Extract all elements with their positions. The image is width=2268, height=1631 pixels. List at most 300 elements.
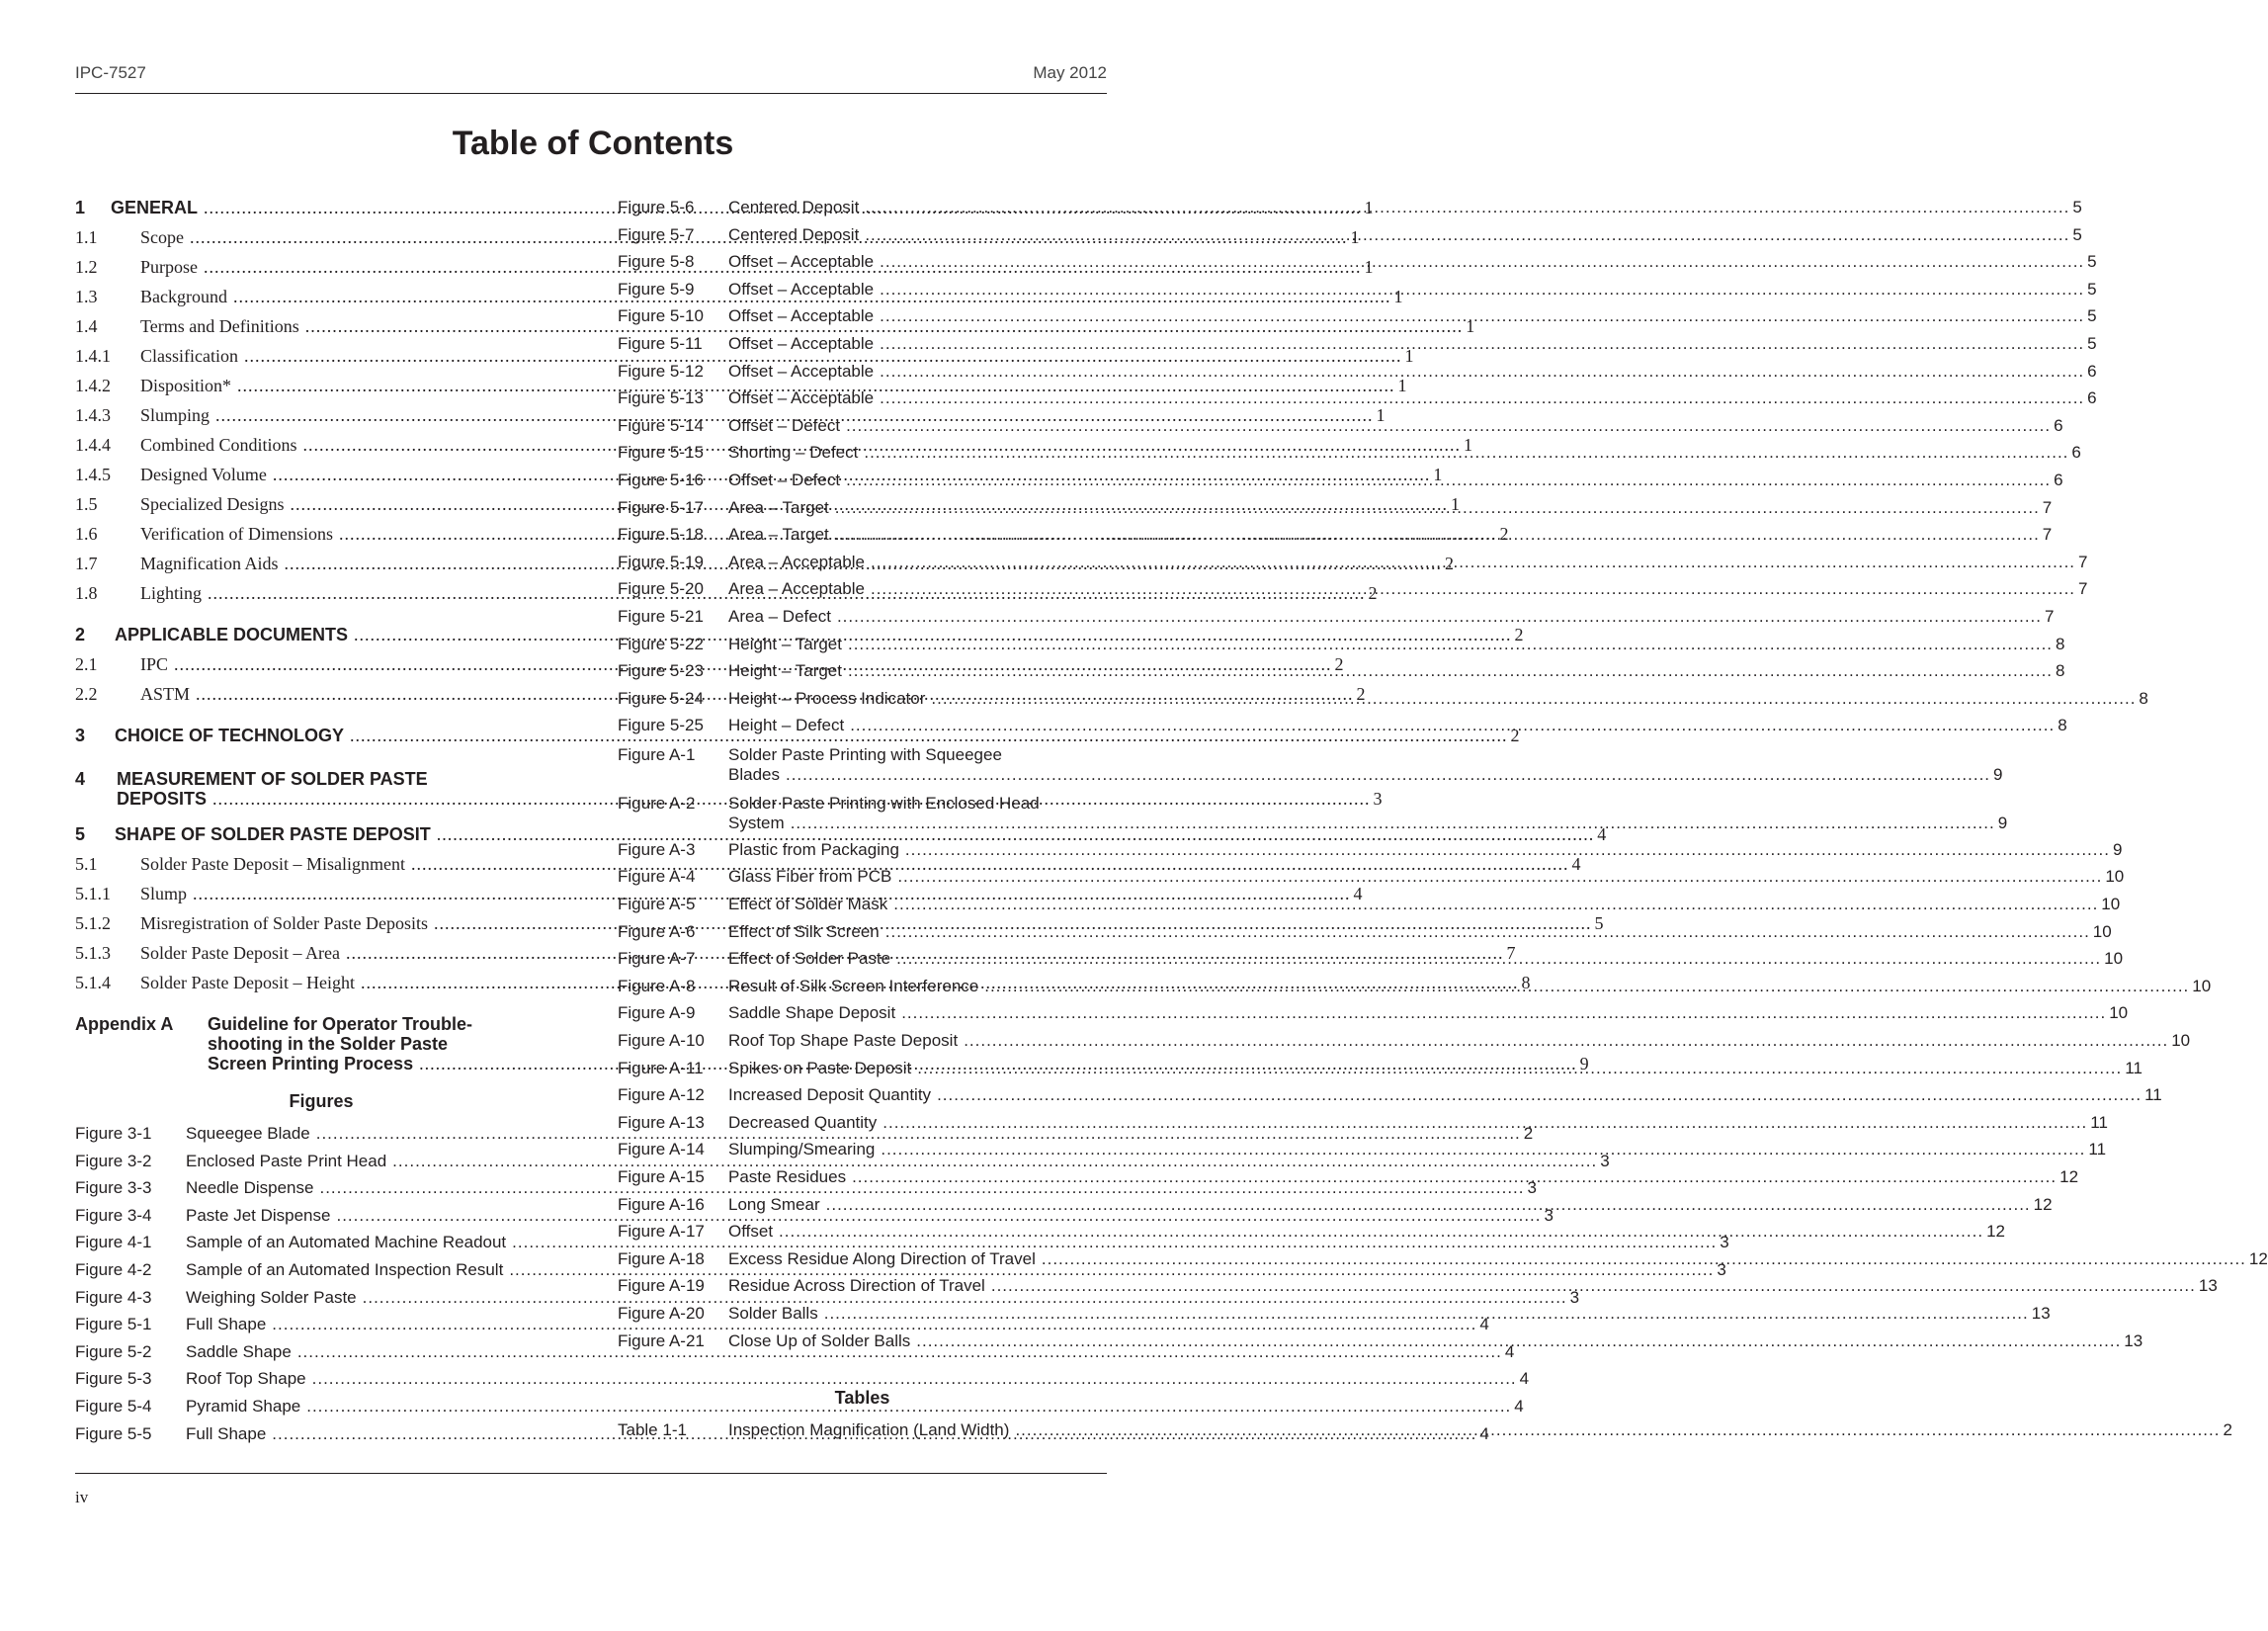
figure-entry[interactable] xyxy=(618,1031,2191,1059)
leader-dots xyxy=(848,635,2053,654)
figure-title: Effect of Silk Screen xyxy=(728,921,880,941)
page-ref: 2 xyxy=(2223,1420,2232,1440)
page-ref: 4 xyxy=(1504,1341,1515,1361)
figure-entry[interactable] xyxy=(618,661,2065,689)
page-ref: 8 xyxy=(2056,634,2065,653)
page-number: iv xyxy=(75,1488,89,1506)
figure-number: Figure 5-18 xyxy=(618,525,704,545)
leader-dots xyxy=(871,579,2075,599)
figure-entry[interactable] xyxy=(618,1058,2142,1086)
section-number: 3 xyxy=(75,726,86,745)
leader-dots xyxy=(880,280,2084,300)
appendix-title-line2: shooting in the Solder Paste xyxy=(208,1034,449,1054)
publication-date: May 2012 xyxy=(1033,63,1107,82)
toc-right-column xyxy=(618,198,2268,1448)
leader-dots xyxy=(964,1031,2168,1051)
figure-title: Offset – Acceptable xyxy=(728,279,875,299)
figure-number: Figure A-1 xyxy=(618,744,696,764)
figure-entry[interactable] xyxy=(618,921,2112,950)
page-ref: 10 xyxy=(2101,895,2121,914)
table-number: Table 1-1 xyxy=(618,1420,687,1440)
figure-number: Figure 5-1 xyxy=(75,1315,152,1334)
section-number: 1.1 xyxy=(75,227,98,247)
figure-number: Figure 5-10 xyxy=(618,306,704,326)
page-ref: 2 xyxy=(1334,654,1344,674)
figure-number: Figure A-11 xyxy=(618,1058,704,1077)
page-header xyxy=(75,63,1107,94)
figure-entry[interactable] xyxy=(618,716,2067,743)
page-ref: 1 xyxy=(1376,405,1386,425)
section-title: Designed Volume xyxy=(140,465,267,484)
figure-entry[interactable] xyxy=(618,634,2065,662)
leader-dots xyxy=(917,1059,2122,1078)
figure-entry[interactable] xyxy=(618,252,2097,280)
page-ref: 7 xyxy=(2078,552,2088,571)
figure-entry[interactable] xyxy=(618,1112,2108,1141)
page-ref: 8 xyxy=(2056,661,2065,681)
figure-title: Long Smear xyxy=(728,1194,820,1214)
figure-title: Excess Residue Along Direction of Travel xyxy=(728,1248,1036,1268)
figure-number: Figure 5-23 xyxy=(618,661,704,681)
figure-title: Height – Target xyxy=(728,634,842,653)
figure-title: Area – Target xyxy=(728,497,829,517)
section-title: APPLICABLE DOCUMENTS xyxy=(115,625,349,644)
page-ref: 2 xyxy=(1523,1124,1534,1143)
figure-number: Figure 5-2 xyxy=(75,1341,152,1361)
figure-title: Offset – Acceptable xyxy=(728,252,875,272)
figure-entry[interactable] xyxy=(618,1331,2143,1359)
page-ref: 1 xyxy=(1464,435,1473,455)
figure-entry[interactable] xyxy=(618,525,2053,553)
section-title: Misregistration of Solder Paste Deposits xyxy=(140,913,428,933)
leader-dots xyxy=(991,1276,2196,1296)
figure-number: Figure 5-6 xyxy=(618,198,695,216)
figure-title: Decreased Quantity xyxy=(728,1112,878,1132)
figure-number: Figure A-16 xyxy=(618,1194,705,1214)
page-ref: 1 xyxy=(1364,257,1374,277)
figure-entry[interactable] xyxy=(618,1248,2268,1277)
leader-dots xyxy=(864,443,2068,463)
page-ref: 1 xyxy=(1397,376,1407,395)
figure-number: Figure 5-20 xyxy=(618,579,704,599)
page-ref: 2 xyxy=(1510,726,1520,745)
section-number: 1.3 xyxy=(75,287,98,306)
figure-entry[interactable] xyxy=(618,333,2097,362)
page-ref: 7 xyxy=(2044,606,2055,626)
figure-title: Area – Defect xyxy=(728,606,831,626)
page-ref: 9 xyxy=(1579,1054,1589,1073)
figure-title: Sample of an Automated Inspection Result xyxy=(186,1259,504,1279)
page-ref: 10 xyxy=(2109,1003,2129,1023)
section-title: Slump xyxy=(140,884,188,903)
figure-title: Centered Deposit xyxy=(728,224,860,244)
page-ref: 2 xyxy=(1444,554,1454,573)
leader-dots xyxy=(779,1222,1983,1242)
section-number: 2 xyxy=(75,625,86,644)
leader-dots xyxy=(880,334,2084,354)
page-ref: 10 xyxy=(2192,976,2212,995)
section-number: 1.4.5 xyxy=(75,465,111,484)
figure-entry[interactable] xyxy=(618,976,2212,1004)
figure-title: Paste Residues xyxy=(728,1167,847,1186)
figure-entry[interactable] xyxy=(618,415,2063,444)
page-ref: 5 xyxy=(2087,279,2097,299)
figure-number: Figure 5-3 xyxy=(75,1369,152,1389)
figure-entry[interactable] xyxy=(618,579,2088,607)
section-number: 2.1 xyxy=(75,654,98,674)
leader-dots xyxy=(880,306,2084,326)
leader-dots xyxy=(893,895,2098,914)
figure-number: Figure A-18 xyxy=(618,1248,705,1268)
section-number: 1.8 xyxy=(75,583,98,603)
page-ref: 6 xyxy=(2087,361,2097,381)
section-number: 1.5 xyxy=(75,494,98,514)
section-title: GENERAL xyxy=(111,198,199,217)
figure-title: Slumping/Smearing xyxy=(728,1140,876,1159)
page-ref: 11 xyxy=(2090,1112,2108,1132)
figure-title: Centered Deposit xyxy=(728,198,860,216)
page-ref: 13 xyxy=(2198,1276,2218,1296)
page-ref: 3 xyxy=(1600,1151,1610,1170)
figure-title: Needle Dispense xyxy=(186,1178,314,1198)
section-title: Combined Conditions xyxy=(140,435,297,455)
figure-title: Offset – Acceptable xyxy=(728,306,875,326)
figure-title: Effect of Solder Mask xyxy=(728,895,888,914)
page-ref: 6 xyxy=(2071,443,2081,463)
section-title: Purpose xyxy=(140,257,198,277)
figure-entry[interactable] xyxy=(618,1276,2218,1304)
figure-entry[interactable] xyxy=(618,306,2097,334)
page-ref: 3 xyxy=(1720,1233,1729,1252)
page-ref: 13 xyxy=(2124,1331,2143,1350)
figure-entry[interactable] xyxy=(618,792,2008,840)
figure-entry[interactable] xyxy=(618,443,2081,471)
figure-title: Area – Acceptable xyxy=(728,552,865,571)
leader-dots xyxy=(871,553,2075,572)
page-ref: 3 xyxy=(1373,789,1383,809)
section-title: Solder Paste Deposit – Height xyxy=(140,973,355,992)
leader-dots xyxy=(937,1085,2142,1105)
page-ref: 4 xyxy=(1353,884,1363,903)
leader-dots xyxy=(846,471,2051,490)
page-ref: 1 xyxy=(1404,346,1414,366)
figure-title: Paste Jet Dispense xyxy=(186,1205,331,1225)
section-title: CHOICE OF TECHNOLOGY xyxy=(115,726,345,745)
figure-title: Area – Acceptable xyxy=(728,579,865,599)
page-footer xyxy=(75,1473,1107,1506)
figure-title: Height – Defect xyxy=(728,716,845,735)
section-title: SHAPE OF SOLDER PASTE DEPOSIT xyxy=(115,824,431,844)
figure-title: Spikes on Paste Deposit xyxy=(728,1058,912,1077)
section-number: 4 xyxy=(75,769,86,789)
section-title: IPC xyxy=(140,654,169,674)
page-ref: 4 xyxy=(1479,1423,1489,1443)
figure-title: Roof Top Shape xyxy=(186,1369,306,1389)
section-title: Magnification Aids xyxy=(140,554,279,573)
figure-number: Figure 5-7 xyxy=(618,224,695,244)
figure-entry[interactable] xyxy=(618,1140,2107,1167)
figure-number: Figure 5-17 xyxy=(618,497,704,517)
figure-number: Figure A-3 xyxy=(618,839,696,859)
figure-number: Figure 5-8 xyxy=(618,252,695,272)
leader-dots xyxy=(791,814,1995,833)
figure-title: Offset – Defect xyxy=(728,415,841,435)
figures-heading: Figures xyxy=(289,1091,354,1111)
leader-dots xyxy=(916,1331,2121,1351)
figure-entry[interactable] xyxy=(618,1167,2079,1195)
figure-title: Offset xyxy=(728,1222,774,1242)
figure-title: Roof Top Shape Paste Deposit xyxy=(728,1031,959,1051)
figure-number: Figure 4-3 xyxy=(75,1287,152,1307)
figure-entry[interactable] xyxy=(618,1303,2051,1331)
leader-dots xyxy=(931,689,2136,709)
leader-dots xyxy=(897,867,2102,887)
figure-entry[interactable] xyxy=(618,949,2124,977)
leader-dots xyxy=(905,840,2110,860)
section-number: 1.7 xyxy=(75,554,98,573)
figure-title: Area – Target xyxy=(728,525,829,545)
section-number: 2.2 xyxy=(75,684,98,704)
page-ref: 10 xyxy=(2104,949,2124,969)
figure-number: Figure 5-15 xyxy=(618,443,704,463)
figure-number: Figure A-2 xyxy=(618,793,696,813)
figure-title: Glass Fiber from PCB xyxy=(728,867,892,887)
appendix-title-line3: Screen Printing Process xyxy=(208,1054,414,1073)
figure-number: Figure 5-21 xyxy=(618,606,704,626)
figure-number: Figure A-9 xyxy=(618,1003,696,1023)
leader-dots xyxy=(984,977,2189,996)
figure-title: Weighing Solder Paste xyxy=(186,1287,357,1307)
figure-title: Offset – Acceptable xyxy=(728,361,875,381)
page-ref: 12 xyxy=(2248,1248,2268,1268)
page-ref: 9 xyxy=(1997,813,2008,832)
figure-title: Solder Balls xyxy=(728,1303,818,1323)
page-ref: 1 xyxy=(1433,465,1443,484)
leader-dots xyxy=(880,388,2084,408)
figure-entry[interactable] xyxy=(618,743,2003,792)
page-ref: 6 xyxy=(2054,415,2063,435)
page-ref: 5 xyxy=(2087,252,2097,272)
page-ref: 4 xyxy=(1597,824,1607,844)
figure-number: Figure A-21 xyxy=(618,1331,705,1350)
figure-number: Figure 5-14 xyxy=(618,415,704,435)
figure-title: Pyramid Shape xyxy=(186,1396,301,1416)
section-number: 5.1.4 xyxy=(75,973,111,992)
leader-dots xyxy=(880,362,2084,382)
section-number: 1 xyxy=(75,198,86,217)
page-ref: 11 xyxy=(2088,1140,2107,1159)
figure-number: Figure 5-12 xyxy=(618,361,704,381)
figure-title: Full Shape xyxy=(186,1315,267,1334)
page-ref: 3 xyxy=(1717,1259,1726,1279)
figure-entry[interactable] xyxy=(618,224,2082,253)
section-title: Verification of Dimensions xyxy=(140,524,333,544)
figure-entry[interactable] xyxy=(618,839,2123,868)
leader-dots xyxy=(852,1167,2057,1187)
leader-dots xyxy=(824,1304,2029,1324)
section-title: Classification xyxy=(140,346,238,366)
page-ref: 5 xyxy=(2072,198,2082,216)
figure-number: Figure 3-4 xyxy=(75,1205,152,1225)
figure-entry[interactable] xyxy=(618,895,2121,922)
page-ref: 3 xyxy=(1569,1287,1580,1307)
figure-title: Close Up of Solder Balls xyxy=(728,1331,911,1350)
figure-entry[interactable] xyxy=(618,1085,2162,1113)
figure-entry[interactable] xyxy=(75,1369,1530,1397)
figure-title: Saddle Shape Deposit xyxy=(728,1003,896,1023)
appendix-title-line1: Guideline for Operator Trouble- xyxy=(208,1014,473,1034)
section-title: Terms and Definitions xyxy=(140,316,299,336)
leader-dots xyxy=(1015,1420,2220,1440)
page-ref: 4 xyxy=(1479,1315,1489,1334)
leader-dots xyxy=(901,1003,2106,1023)
document-id: IPC-7527 xyxy=(75,63,146,82)
section-title: Disposition* xyxy=(140,376,232,395)
page-ref: 11 xyxy=(2125,1058,2142,1077)
section-number: 5.1.1 xyxy=(75,884,111,903)
page-ref: 1 xyxy=(1450,494,1460,514)
figure-title: Plastic from Packaging xyxy=(728,839,899,859)
page-ref: 2 xyxy=(1356,684,1366,704)
page-ref: 1 xyxy=(1466,316,1475,336)
figure-title: Sample of an Automated Machine Readout xyxy=(186,1233,507,1252)
page-ref: 9 xyxy=(1993,764,2003,784)
figure-number: Figure 4-1 xyxy=(75,1233,152,1252)
figure-title: Shorting – Defect xyxy=(728,443,859,463)
figure-number: Figure A-4 xyxy=(618,867,696,887)
figure-number: Figure A-6 xyxy=(618,921,696,941)
figure-number: Figure 5-5 xyxy=(75,1423,152,1443)
figure-number: Figure 5-22 xyxy=(618,634,704,653)
figure-title: Effect of Solder Paste xyxy=(728,949,891,969)
section-title: Slumping xyxy=(140,405,210,425)
figure-number: Figure A-19 xyxy=(618,1276,705,1296)
page-ref: 10 xyxy=(2092,921,2112,941)
figure-entry[interactable] xyxy=(75,1341,1515,1370)
figure-entry[interactable] xyxy=(618,1222,2005,1249)
page-ref: 2 xyxy=(1514,625,1524,644)
figure-title: Offset – Acceptable xyxy=(728,388,875,408)
figure-title: Height – Target xyxy=(728,661,842,681)
section-title: Background xyxy=(140,287,227,306)
leader-dots xyxy=(835,498,2040,518)
leader-dots xyxy=(882,1113,2087,1133)
section-title: Lighting xyxy=(140,583,202,603)
section-title: Specialized Designs xyxy=(140,494,285,514)
leader-dots xyxy=(880,252,2084,272)
leader-dots xyxy=(865,225,2069,245)
figure-title-line2: System xyxy=(728,813,785,832)
figure-title: Height – Process Indicator xyxy=(728,688,926,708)
figure-title-line2: Blades xyxy=(728,764,780,784)
figure-entry[interactable] xyxy=(618,388,2097,416)
section-title: Solder Paste Deposit – Area xyxy=(140,943,340,963)
figure-entry[interactable] xyxy=(618,688,2148,717)
section-number: 5.1 xyxy=(75,854,98,874)
leader-dots xyxy=(885,922,2090,942)
figure-entry[interactable] xyxy=(618,552,2088,580)
figure-number: Figure A-7 xyxy=(618,949,696,969)
table-entry[interactable] xyxy=(618,1420,2232,1448)
page-ref: 6 xyxy=(2087,388,2097,408)
table-title: Inspection Magnification (Land Width) xyxy=(728,1420,1010,1440)
section-number: 1.6 xyxy=(75,524,98,544)
figure-entry[interactable] xyxy=(618,279,2097,307)
section-number: 1.2 xyxy=(75,257,98,277)
figure-title: Offset – Acceptable xyxy=(728,333,875,353)
page-ref: 5 xyxy=(2087,306,2097,326)
figure-entry[interactable] xyxy=(618,497,2053,526)
figure-number: Figure A-5 xyxy=(618,895,696,914)
figure-title: Increased Deposit Quantity xyxy=(728,1085,932,1105)
figure-number: Figure A-17 xyxy=(618,1222,705,1242)
figure-number: Figure A-20 xyxy=(618,1303,705,1323)
figure-number: Figure A-12 xyxy=(618,1085,705,1105)
page-ref: 2 xyxy=(1499,524,1509,544)
figure-number: Figure 5-19 xyxy=(618,552,704,571)
page-ref: 1 xyxy=(1350,227,1360,247)
section-number: 1.4.2 xyxy=(75,376,111,395)
page-ref: 7 xyxy=(2042,525,2053,545)
figure-number: Figure 5-16 xyxy=(618,470,704,489)
leader-dots xyxy=(835,525,2040,545)
section-title-line2: DEPOSITS xyxy=(117,789,208,809)
leader-dots xyxy=(1042,1249,2246,1269)
figure-number: Figure 3-3 xyxy=(75,1178,152,1198)
figure-entry[interactable] xyxy=(618,198,2082,225)
section-title: ASTM xyxy=(140,684,191,704)
page-ref: 5 xyxy=(2072,224,2082,244)
figure-entry[interactable] xyxy=(618,606,2055,635)
leader-dots xyxy=(896,949,2101,969)
page-ref: 7 xyxy=(1506,943,1516,963)
tables-heading: Tables xyxy=(834,1388,890,1409)
section-title: Solder Paste Deposit – Misalignment xyxy=(140,854,405,874)
page-ref: 3 xyxy=(1544,1205,1554,1225)
leader-dots xyxy=(850,716,2055,735)
figure-title-line1: Solder Paste Printing with Enclosed Head xyxy=(728,793,1040,813)
section-number: 5.1.2 xyxy=(75,913,111,933)
figure-number: Figure 5-25 xyxy=(618,716,704,735)
figure-number: Figure A-13 xyxy=(618,1112,705,1132)
section-number: 5.1.3 xyxy=(75,943,111,963)
section-number: 1.4.3 xyxy=(75,405,111,425)
page-ref: 12 xyxy=(2059,1167,2079,1186)
figure-entry[interactable] xyxy=(618,1194,2053,1223)
figure-title: Result of Silk Screen Interference xyxy=(728,976,979,995)
figure-entry[interactable] xyxy=(618,867,2125,895)
page-ref: 7 xyxy=(2078,579,2088,599)
appendix-number: Appendix A xyxy=(75,1014,174,1034)
figure-title: Full Shape xyxy=(186,1423,267,1443)
page-ref: 8 xyxy=(2139,688,2148,708)
section-number: 1.4.1 xyxy=(75,346,111,366)
figure-title: Enclosed Paste Print Head xyxy=(186,1151,387,1170)
leader-dots xyxy=(881,1140,2085,1159)
page-ref: 4 xyxy=(1571,854,1581,874)
leader-dots xyxy=(848,661,2053,681)
figure-title: Residue Across Direction of Travel xyxy=(728,1276,985,1296)
page-ref: 4 xyxy=(1514,1396,1524,1416)
page-ref: 10 xyxy=(2171,1031,2191,1051)
page-ref: 13 xyxy=(2031,1303,2051,1323)
page-ref: 5 xyxy=(1594,913,1604,933)
figure-entry[interactable] xyxy=(618,470,2063,498)
figure-title: Saddle Shape xyxy=(186,1341,292,1361)
page-ref: 3 xyxy=(1527,1178,1537,1198)
figure-entry[interactable] xyxy=(618,361,2097,389)
figure-entry[interactable] xyxy=(618,1003,2129,1031)
